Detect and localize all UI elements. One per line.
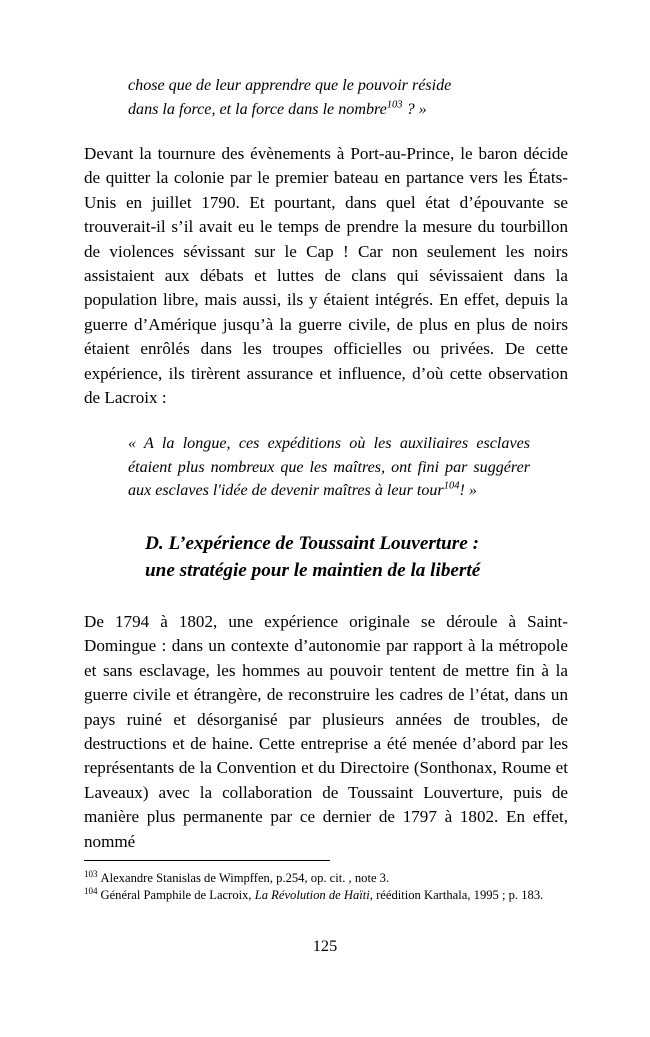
- footnote-section: [84, 860, 568, 905]
- quote-top-line2: dans la force, et la force dans le nombre: [128, 100, 387, 118]
- footnote-marker-103[interactable]: 103: [386, 99, 403, 111]
- quote-top-line2-tail: ? »: [402, 100, 427, 118]
- footnote-103: [84, 870, 568, 887]
- footnote-104-text-after: , réédition Karthala, 1995 ; p. 183.: [369, 888, 544, 903]
- paragraph-devant: Devant la tournure des évènements à Port-au-Prince, le baron décide de quitter la colonie par le premier bateau en partance vers les États-Unis en juillet 1790. Et pourtant, dans quel état d’épouvante se trouverait-il s’il avait eu le temps de prendre la mesure du tourbillon de violences sévissant sur le Cap ! Car non seulement les noirs assistaient aux débats et luttes de clans qui sévissaient dans la population libre, mais aussi, ils y étaient intégrés. En effet, depuis la guerre d’Amérique jusqu’à la guerre civile, de plus en plus de noirs étaient enrôlés dans les troupes officielles ou privées. De cette expérience, ils tirèrent assurance et influence, d’où cette observation de Lacroix :: [84, 144, 568, 408]
- quote-lacroix-text: « A la longue, ces expéditions où les auxiliaires esclaves étaient plus nombreux que les maîtres, ont fini par suggérer aux esclaves l'idée de devenir maîtres à leur tour: [128, 435, 530, 500]
- footnote-104-book-title: La Révolution de Haïti: [254, 888, 370, 903]
- footnote-separator-rule: [84, 860, 330, 861]
- quote-block-lacroix: [128, 410, 530, 503]
- page-content-column: [84, 0, 568, 854]
- page-number: 125: [312, 936, 338, 955]
- footnote-marker-104[interactable]: 104: [443, 481, 460, 493]
- footnote-104-number: 104: [84, 886, 98, 897]
- quote-block-top: [128, 0, 530, 121]
- footnote-104-text-before: Général Pamphile de Lacroix,: [100, 888, 255, 903]
- quote-top-line1: chose que de leur apprendre que le pouvoir réside: [128, 77, 452, 94]
- paragraph-de-1794: De 1794 à 1802, une expérience originale se déroule à Saint-Domingue : dans un contexte d’autonomie par rapport à la métropole et sans esclavage, les hommes au pouvoir tentent de mettre fin à la guerre civile et étrangère, de reconstruire les cadres de l’état, dans un pays ruiné et désorganisé par plusieurs années de troubles, de destructions et de haine. Cette entreprise a été menée d’abord par les représentants de la Convention et du Directoire (Sonthonax, Roume et Laveaux) avec la collaboration de Toussaint Louverture, puis de manière plus permanente par ce dernier de 1797 à 1802. En effet, nommé: [84, 611, 568, 851]
- quote-lacroix-tail: ! »: [459, 482, 477, 500]
- section-heading: D. L’expérience de Toussaint Louverture : une stratégie pour le maintien de la liberté: [145, 532, 481, 581]
- footnote-103-number: 103: [84, 868, 98, 879]
- footnote-103-text: Alexandre Stanislas de Wimpffen, p.254, op. cit. , note 3.: [100, 871, 390, 885]
- footnote-104: [84, 887, 568, 904]
